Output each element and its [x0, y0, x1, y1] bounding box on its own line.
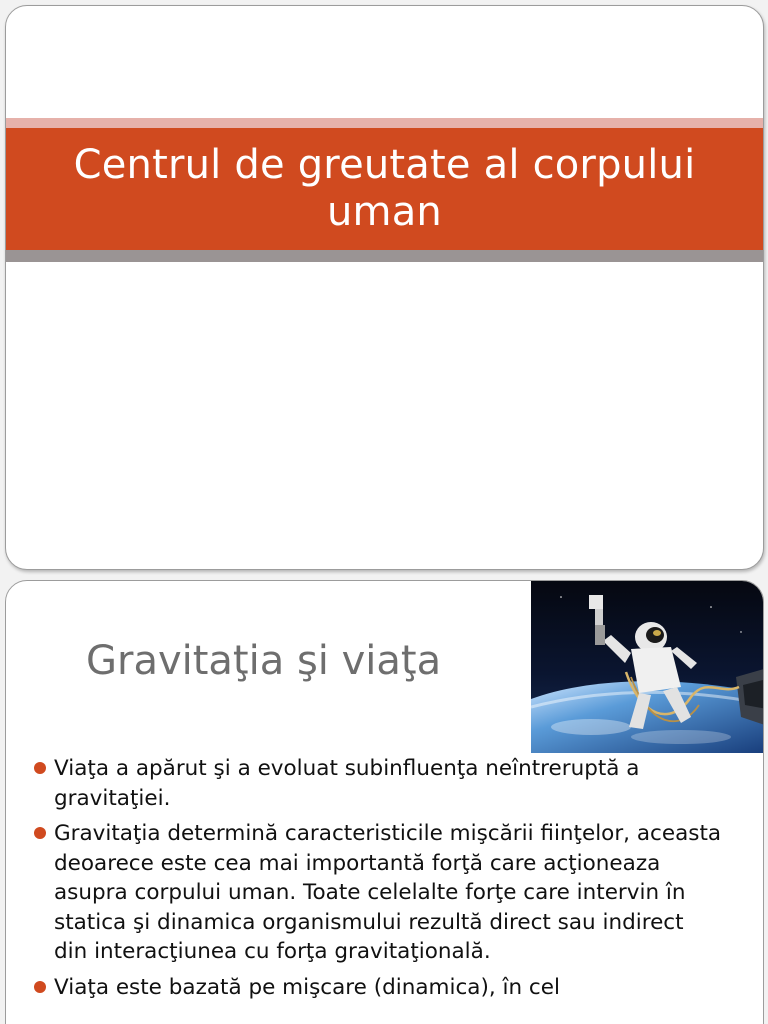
title-band-top-stripe [6, 118, 763, 128]
bullet-text: Viaţa a apărut şi a evoluat subinfluenţa neîntreruptă a gravitaţiei. [54, 756, 640, 811]
bullet-dot-icon [34, 827, 46, 839]
title-band-bottom-stripe [6, 250, 763, 262]
slide-title: Centrul de greutate al corpului uman [73, 142, 696, 235]
content-slide [5, 580, 764, 1024]
slide-heading: Gravitaţia şi viaţa [86, 638, 442, 684]
title-band [6, 128, 763, 250]
bullet-item [32, 973, 722, 1003]
bullet-item [32, 819, 722, 967]
bullet-item [32, 754, 722, 813]
astronaut-photo [531, 580, 764, 753]
bullet-dot-icon [34, 981, 46, 993]
title-slide [5, 5, 764, 570]
bullet-dot-icon [34, 762, 46, 774]
bullet-list [32, 754, 722, 1008]
bullet-text: Viaţa este bazată pe mişcare (dinamica), în cel [54, 974, 560, 1000]
bullet-text: Gravitaţia determină caracteristicile mişcării fiinţelor, aceasta deoarece este cea mai importantă forţă care acţioneaza asupra corpului uman. Toate celelalte forţe care intervin în statica şi dinamica organismului rezultă direct sau indirect din interacţiunea cu forţa gravitaţională. [54, 821, 722, 964]
